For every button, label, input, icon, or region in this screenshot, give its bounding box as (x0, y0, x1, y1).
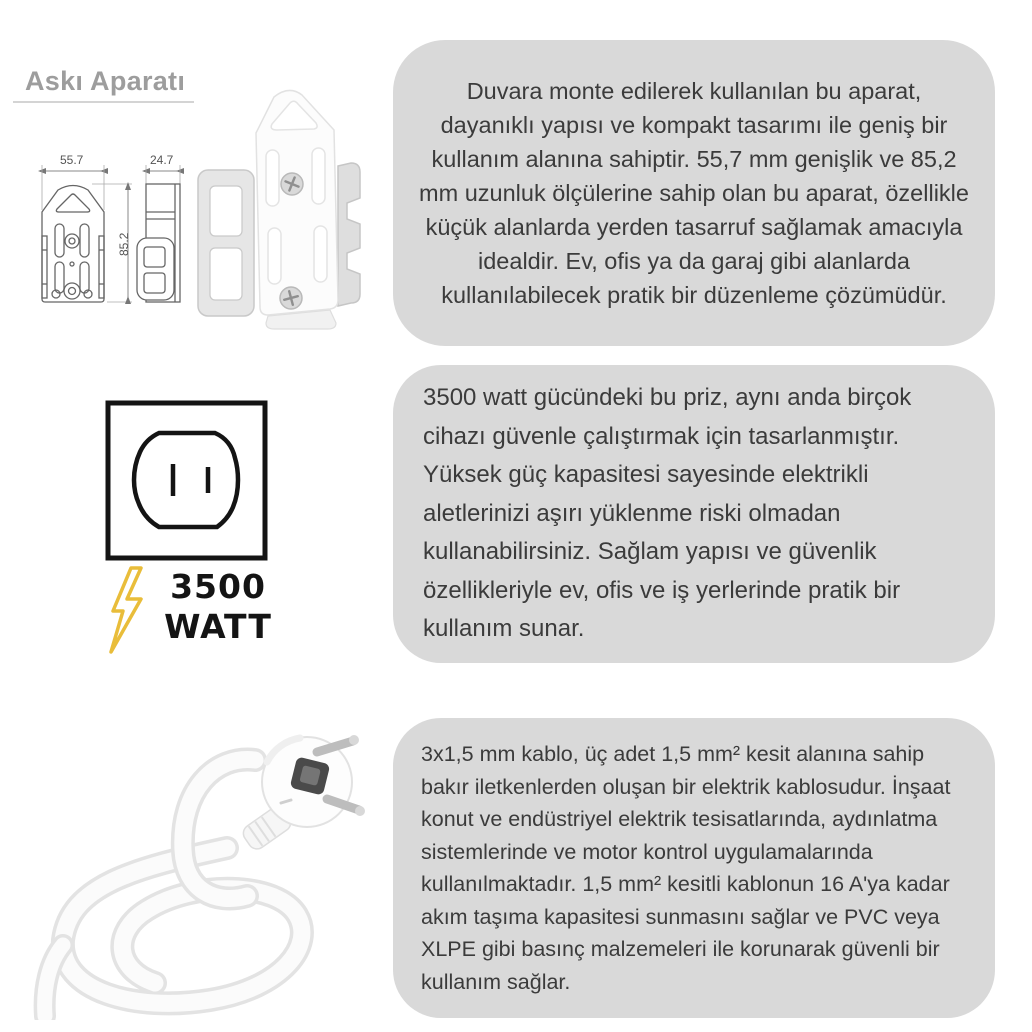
mount-description-panel (393, 40, 995, 346)
lightning-bolt-icon (102, 566, 150, 654)
wattage-label (158, 567, 278, 647)
title-underline (13, 101, 194, 103)
dim-depth-label: 24.7 (150, 153, 174, 167)
mount-description-text: Duvara monte edilerek kullanılan bu aparat, dayanıklı yapısı ve kompakt tasarımı ile geniş bir kullanım alanına sahiptir. 55,7 mm genişlik ve 85,2 mm uzunluk ölçülerine sahip olan bu aparat, özellikle küçük alanlarda yerden tasarruf sağlamak amacıyla idealdir. Ev, ofis ya da garaj gibi alanlarda kullanılabilecek pratik bir düzenleme çözümüdür. (419, 78, 969, 308)
technical-drawing (10, 150, 200, 322)
power-description-panel (393, 365, 995, 663)
power-description-text: 3500 watt gücündeki bu priz, aynı anda birçok cihazı güvenle çalıştırmak için tasarlanmıştır. Yüksek güç kapasitesi sayesinde elektrikli aletlerinizi aşırı yüklenme riski olmadan kullanabilirsiniz. Sağlam yapısı ve güvenlik özellikleriyle ev, ofis ve iş yerlerinde pratik bir kullanım sunar. (423, 384, 912, 643)
screw-bottom (280, 287, 302, 309)
power-cable-image (15, 700, 390, 1020)
screw-top (281, 173, 303, 195)
power-outlet-icon (105, 400, 268, 561)
cable-description-panel (393, 718, 995, 1018)
dim-width-label: 55.7 (60, 153, 84, 167)
cable-description-text: 3x1,5 mm kablo, üç adet 1,5 mm² kesit alanına sahip bakır iletkenlerden oluşan bir elektrik kablosudur. İnşaat konut ve endüstriyel elektrik tesisatlarında, aydınlatma sistemlerinde ve motor kontrol uygulamalarında kullanılmaktadır. 1,5 mm² kesitli kablonun 16 A'ya kadar akım taşıma kapasitesi sunmasını sağlar ve PVC veya XLPE gibi basınç malzemeleri ile korunarak güvenli bir kullanım sağlar. (421, 742, 951, 994)
section-title: Askı Aparatı (25, 66, 186, 96)
wattage-value: 3500 (170, 567, 266, 606)
dim-height-label: 85.2 (117, 232, 131, 256)
bracket-product-image (188, 78, 378, 330)
wattage-unit: WATT (164, 607, 272, 646)
